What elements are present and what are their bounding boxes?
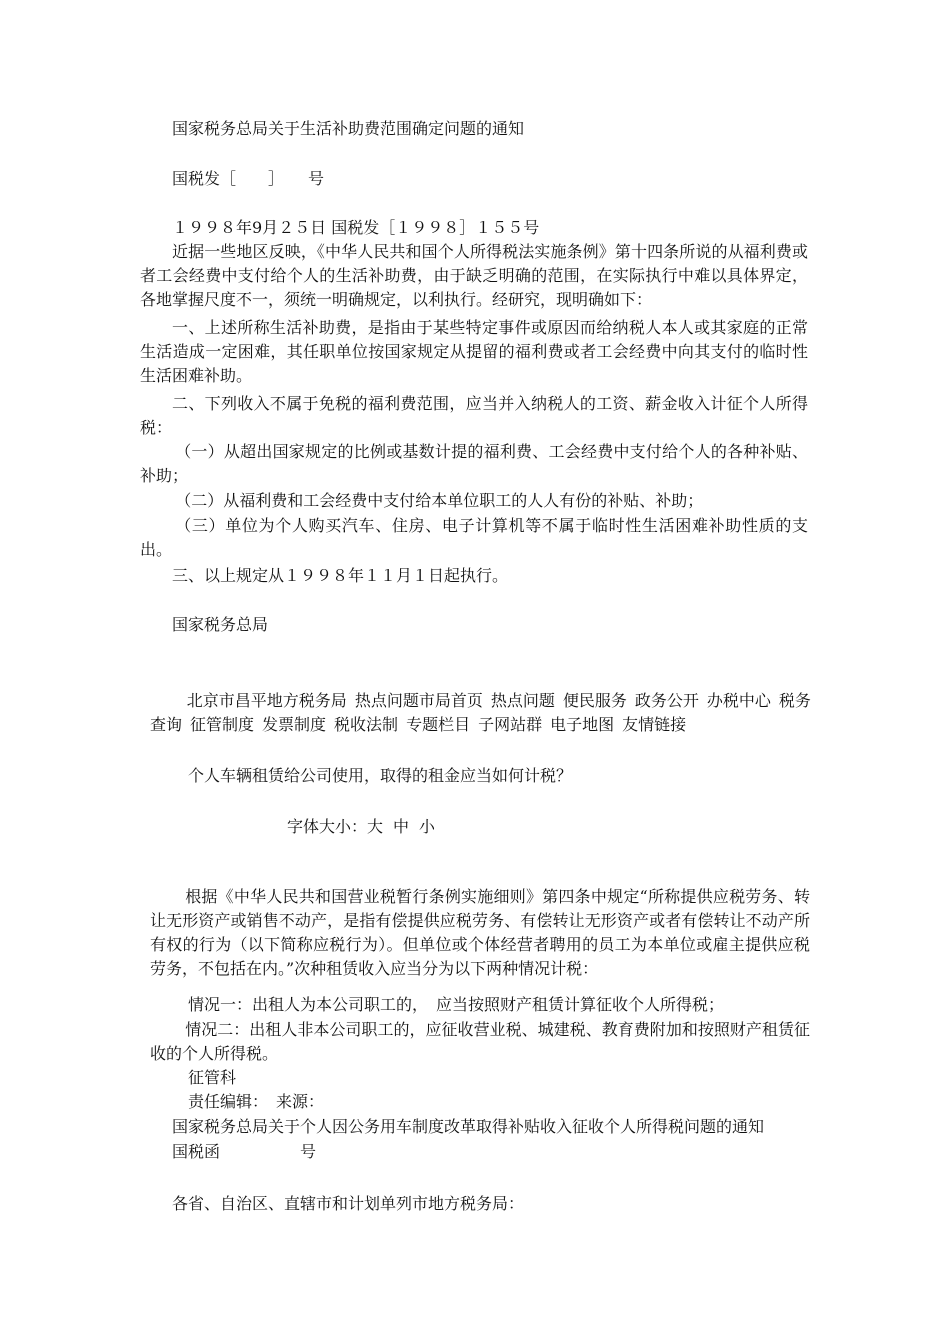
nav-link-collection-system[interactable]: 征管制度 (190, 715, 255, 734)
nav-link-friendly-links[interactable]: 友情链接 (622, 715, 687, 734)
nav-link-sub-sites[interactable]: 子网站群 (478, 715, 543, 734)
qa-case-2: 情况二：出租人非本公司职工的，应征收营业税、城建税、教育费附加和按照财产租赁征收的个人所得税。 (150, 1020, 810, 1063)
notice-issuer: 国家税务总局 (172, 615, 269, 634)
site-navigation (150, 689, 820, 737)
notice-2-doc-number-template: 国税函 号 (172, 1142, 317, 1161)
nav-link-changping-tax-bureau[interactable]: 北京市昌平地方税务局 (186, 691, 347, 710)
font-size-label: 字体大小： (287, 817, 368, 836)
doc-number-template: 国税发［ ］ 号 (172, 169, 325, 188)
nav-link-invoice-system[interactable]: 发票制度 (262, 715, 327, 734)
font-size-medium-button[interactable]: 中 (393, 817, 410, 836)
notice-sub-item-2: （二）从福利费和工会经费中支付给本单位职工的人人有份的补贴、补助； (175, 491, 704, 510)
nav-link-hot-issues[interactable]: 热点问题 (490, 691, 555, 710)
nav-link-tax-center[interactable]: 办税中心 (706, 691, 771, 710)
nav-link-electronic-map[interactable]: 电子地图 (550, 715, 615, 734)
notice-2-title: 国家税务总局关于个人因公务用车制度改革取得补贴收入征收个人所得税问题的通知 (172, 1117, 765, 1136)
notice-item-2: 二、下列收入不属于免税的福利费范围，应当并入纳税人的工资、薪金收入计征个人所得税： (140, 394, 808, 437)
font-size-large-button[interactable]: 大 (367, 817, 384, 836)
nav-link-hot-issues-home[interactable]: 热点问题市局首页 (354, 691, 483, 710)
nav-link-convenience-services[interactable]: 便民服务 (562, 691, 627, 710)
nav-link-tax-law[interactable]: 税收法制 (334, 715, 399, 734)
font-size-selector (287, 816, 435, 838)
notice-item-3: 三、以上规定从１９９８年１１月１日起执行。 (172, 566, 509, 585)
nav-link-tax-inquiry[interactable]: 税务查询 (150, 691, 811, 734)
qa-editor-source: 责任编辑： 来源： (188, 1092, 325, 1111)
notice-item-1: 一、上述所称生活补助费，是指由于某些特定事件或原因而给纳税人本人或其家庭的正常生活造成一定困难，其任职单位按国家规定从提留的福利费或者工会经费中向其支付的临时性生活困难补助。 (140, 318, 808, 385)
qa-department: 征管科 (188, 1068, 237, 1087)
qa-case-1: 情况一：出租人为本公司职工的， 应当按照财产租赁计算征收个人所得税； (188, 995, 725, 1014)
notice-date-and-number: １９９８年9月２５日 国税发［１９９８］１５５号 (172, 218, 540, 237)
qa-answer-paragraph: 根据《中华人民共和国营业税暂行条例实施细则》第四条中规定“所称提供应税劳务、转让无形资产或销售不动产，是指有偿提供应税劳务、有偿转让无形资产或者有偿转让不动产所有权的行为（以下简称应税行为）。但单位或个体经营者聘用的员工为本单位或雇主提供应税劳务，不包括在内。”次种租赁收入应当分为以下两种情况计税： (150, 887, 810, 978)
font-size-small-button[interactable]: 小 (419, 817, 436, 836)
qa-question-title: 个人车辆租赁给公司使用，取得的租金应当如何计税？ (188, 766, 573, 785)
notice-sub-item-3: （三）单位为个人购买汽车、住房、电子计算机等不属于临时性生活困难补助性质的支出。 (140, 516, 808, 559)
notice-intro-paragraph: 近据一些地区反映，《中华人民共和国个人所得税法实施条例》第十四条所说的从福利费或者工会经费中支付给个人的生活补助费，由于缺乏明确的范围，在实际执行中难以具体界定，各地掌握尺度不一，须统一明确规定，以利执行。经研究，现明确如下： (140, 242, 808, 309)
notice-sub-item-1: （一）从超出国家规定的比例或基数计提的福利费、工会经费中支付给个人的各种补贴、补助； (140, 442, 808, 485)
nav-link-government-affairs[interactable]: 政务公开 (634, 691, 699, 710)
nav-link-special-topics[interactable]: 专题栏目 (406, 715, 471, 734)
notice-title: 国家税务总局关于生活补助费范围确定问题的通知 (172, 119, 525, 138)
notice-2-salutation: 各省、自治区、直辖市和计划单列市地方税务局： (172, 1194, 525, 1213)
